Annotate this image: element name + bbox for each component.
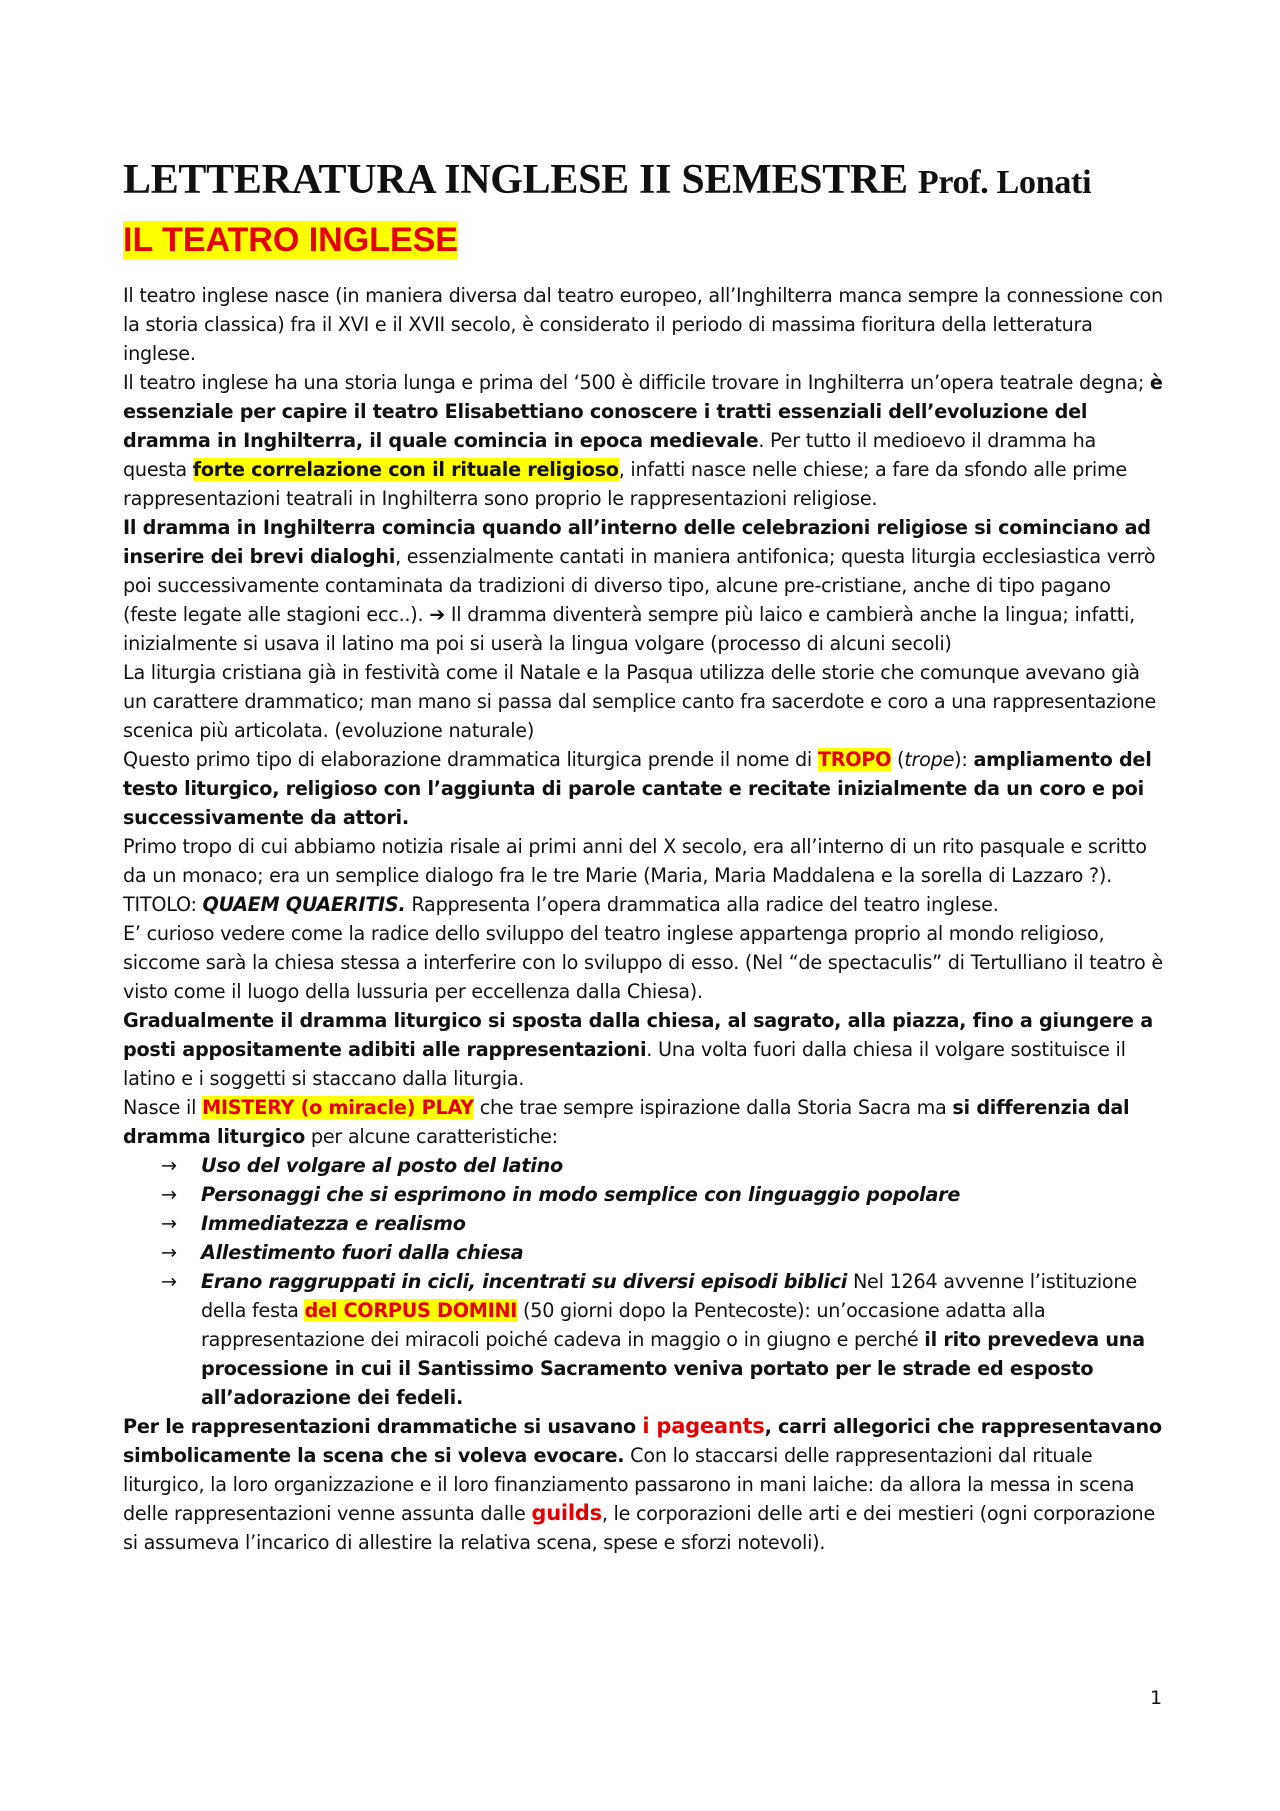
document-body (123, 281, 1163, 1557)
red-run: i pageants (642, 1414, 765, 1438)
paragraph-2 (123, 368, 1163, 513)
paragraph-6 (123, 832, 1163, 919)
arrow-icon: → (161, 1154, 177, 1177)
arrow-icon: → (161, 1212, 177, 1235)
list-item-text: Immediatezza e realismo (201, 1212, 466, 1235)
list-item-text: Uso del volgare al posto del latino (201, 1154, 563, 1177)
text-run: (50 giorni dopo la Pentecoste): un’occasione adatta alla rappresentazione dei miracoli poiché cadeva in maggio o in giugno e perché (201, 1299, 1046, 1351)
title-main: LETTERATURA INGLESE II SEMESTRE (123, 157, 908, 203)
document-content (123, 152, 1163, 1557)
text-run: Con lo staccarsi delle rappresentazioni dal rituale liturgico, la loro organizzazione e il loro finanziamento passarono in mani laiche: da allora la messa in scena delle rappresentazioni venne assunta dalle (123, 1444, 1135, 1525)
title-prof: Prof. Lonati (917, 164, 1092, 201)
text-run: per alcune caratteristiche: (305, 1125, 558, 1148)
highlight-run: TROPO (817, 748, 892, 771)
text-run: ): (954, 748, 974, 771)
paragraph-8 (123, 1006, 1163, 1093)
list-item (161, 1238, 1163, 1267)
text-run: , essenzialmente cantati in maniera antifonica; questa liturgia ecclesiastica verrò poi successivamente contaminata da tradizioni di diverso tipo, alcune pre-cristiane, anche di tipo pagano (feste legate alle stagioni ecc..). (123, 545, 1156, 626)
bold-run: Per le rappresentazioni drammatiche si usavano (123, 1415, 643, 1438)
arrow-icon: → (161, 1241, 177, 1264)
text-run: Nasce il (123, 1096, 203, 1119)
highlight-run: del CORPUS DOMINI (304, 1299, 518, 1322)
bold-run: è essenziale per capire il teatro Elisabettiano conoscere i tratti essenziali dell’evoluzione del dramma in Inghilterra, il quale comincia in epoca medievale (123, 371, 1163, 452)
text-run: , le corporazioni delle arti e dei mestieri (ogni corporazione si assumeva l’incarico di allestire la relativa scena, spese e sforzi notevoli). (123, 1502, 1156, 1554)
bold-italic-run: QUAEM QUAERITIS. (202, 893, 406, 916)
paragraph-10 (123, 1412, 1163, 1557)
text-run: Primo tropo di cui abbiamo notizia risale ai primi anni del X secolo, era all’interno di un rito pasquale e scritto da un monaco; era un semplice dialogo fra le tre Marie (Maria, Maria Maddalena e la sorella di Lazzaro ?). TITOLO: (123, 835, 1147, 916)
list-item (161, 1180, 1163, 1209)
list-item-text: Allestimento fuori dalla chiesa (201, 1241, 524, 1264)
text-run: Questo primo tipo di elaborazione drammatica liturgica prende il nome di (123, 748, 818, 771)
list-item (161, 1209, 1163, 1238)
text-run: Il dramma diventerà sempre più laico e cambierà anche la lingua; infatti, inizialmente si usava il latino ma poi si userà la lingua volgare (processo di alcuni secoli) (123, 603, 1135, 655)
bold-run: Il dramma in Inghilterra comincia quando all’interno delle celebrazioni religiose si cominciano ad inserire dei brevi dialoghi (123, 516, 1151, 568)
highlight-run: MISTERY (o miracle) PLAY (202, 1096, 474, 1119)
bold-run: ampliamento del testo liturgico, religioso con l’aggiunta di parole cantate e recitate inizialmente da un coro e poi successivamente da attori. (123, 748, 1152, 829)
paragraph-7: E’ curioso vedere come la radice dello sviluppo del teatro inglese appartenga proprio al mondo religioso, siccome sarà la chiesa stessa a interferire con lo sviluppo di esso. (Nel “de spectaculis” di Tertulliano il teatro è visto come il luogo della lussuria per eccellenza dalla Chiesa). (123, 922, 1163, 1003)
text-run: ( (891, 748, 905, 771)
paragraph-1: Il teatro inglese nasce (in maniera diversa dal teatro europeo, all’Inghilterra manca sempre la connessione con la storia classica) fra il XVI e il XVII secolo, è considerato il periodo di massima fioritura della letteratura inglese. (123, 284, 1163, 365)
bold-run: si differenzia dal dramma liturgico (123, 1096, 1130, 1148)
text-run: , infatti nasce nelle chiese; a fare da sfondo alle prime rappresentazioni teatrali in Inghilterra sono proprio le rappresentazioni religiose. (123, 458, 1127, 510)
text-run: . Una volta fuori dalla chiesa il volgare sostituisce il latino e i soggetti si staccano dalla liturgia. (123, 1038, 1126, 1090)
arrow-icon: → (161, 1270, 177, 1293)
highlight-run: forte correlazione con il rituale religioso (192, 458, 619, 481)
paragraph-4: La liturgia cristiana già in festività come il Natale e la Pasqua utilizza delle storie che comunque avevano già un carattere drammatico; man mano si passa dal semplice canto fra sacerdote e coro a una rappresentazione scenica più articolata. (evoluzione naturale) (123, 661, 1157, 742)
list-item-text: Erano raggruppati in cicli, incentrati su diversi episodi biblici (201, 1270, 848, 1293)
text-run: Il teatro inglese ha una storia lunga e prima del ‘500 è difficile trovare in Inghilterra un’opera teatrale degna; (123, 371, 1150, 394)
italic-run: trope (904, 748, 955, 771)
text-run: Nel 1264 avvenne l’istituzione della festa (201, 1270, 1137, 1322)
list-item (161, 1267, 1163, 1412)
bold-run: , carri allegorici che rappresentavano simbolicamente la scena che si voleva evocare. (123, 1415, 1162, 1467)
text-run: . Per tutto il medioevo il dramma ha questa (123, 429, 1097, 481)
characteristics-list (123, 1151, 1163, 1412)
arrow-icon: ➔ (429, 603, 446, 626)
list-item (161, 1151, 1163, 1180)
bold-run: il rito prevedeva una processione in cui il Santissimo Sacramento veniva portato per le strade ed esposto all’adorazione dei fedeli. (201, 1328, 1145, 1409)
red-run: guilds (531, 1501, 602, 1525)
text-run: che trae sempre ispirazione dalla Storia Sacra ma (473, 1096, 953, 1119)
paragraph-3 (123, 513, 1163, 658)
text-run: Rappresenta l’opera drammatica alla radice del teatro inglese. (405, 893, 999, 916)
document-title (123, 152, 1163, 211)
arrow-icon: → (161, 1183, 177, 1206)
page-number: 1 (1150, 1687, 1163, 1709)
paragraph-5 (123, 745, 1163, 832)
list-item-text: Personaggi che si esprimono in modo semplice con linguaggio popolare (201, 1183, 961, 1206)
section-heading (123, 217, 1163, 263)
bold-run: Gradualmente il dramma liturgico si sposta dalla chiesa, al sagrato, alla piazza, fino a giungere a posti appositamente adibiti alle rappresentazioni (123, 1009, 1153, 1061)
section-heading-text: IL TEATRO INGLESE (123, 221, 458, 259)
paragraph-9 (123, 1093, 1163, 1151)
